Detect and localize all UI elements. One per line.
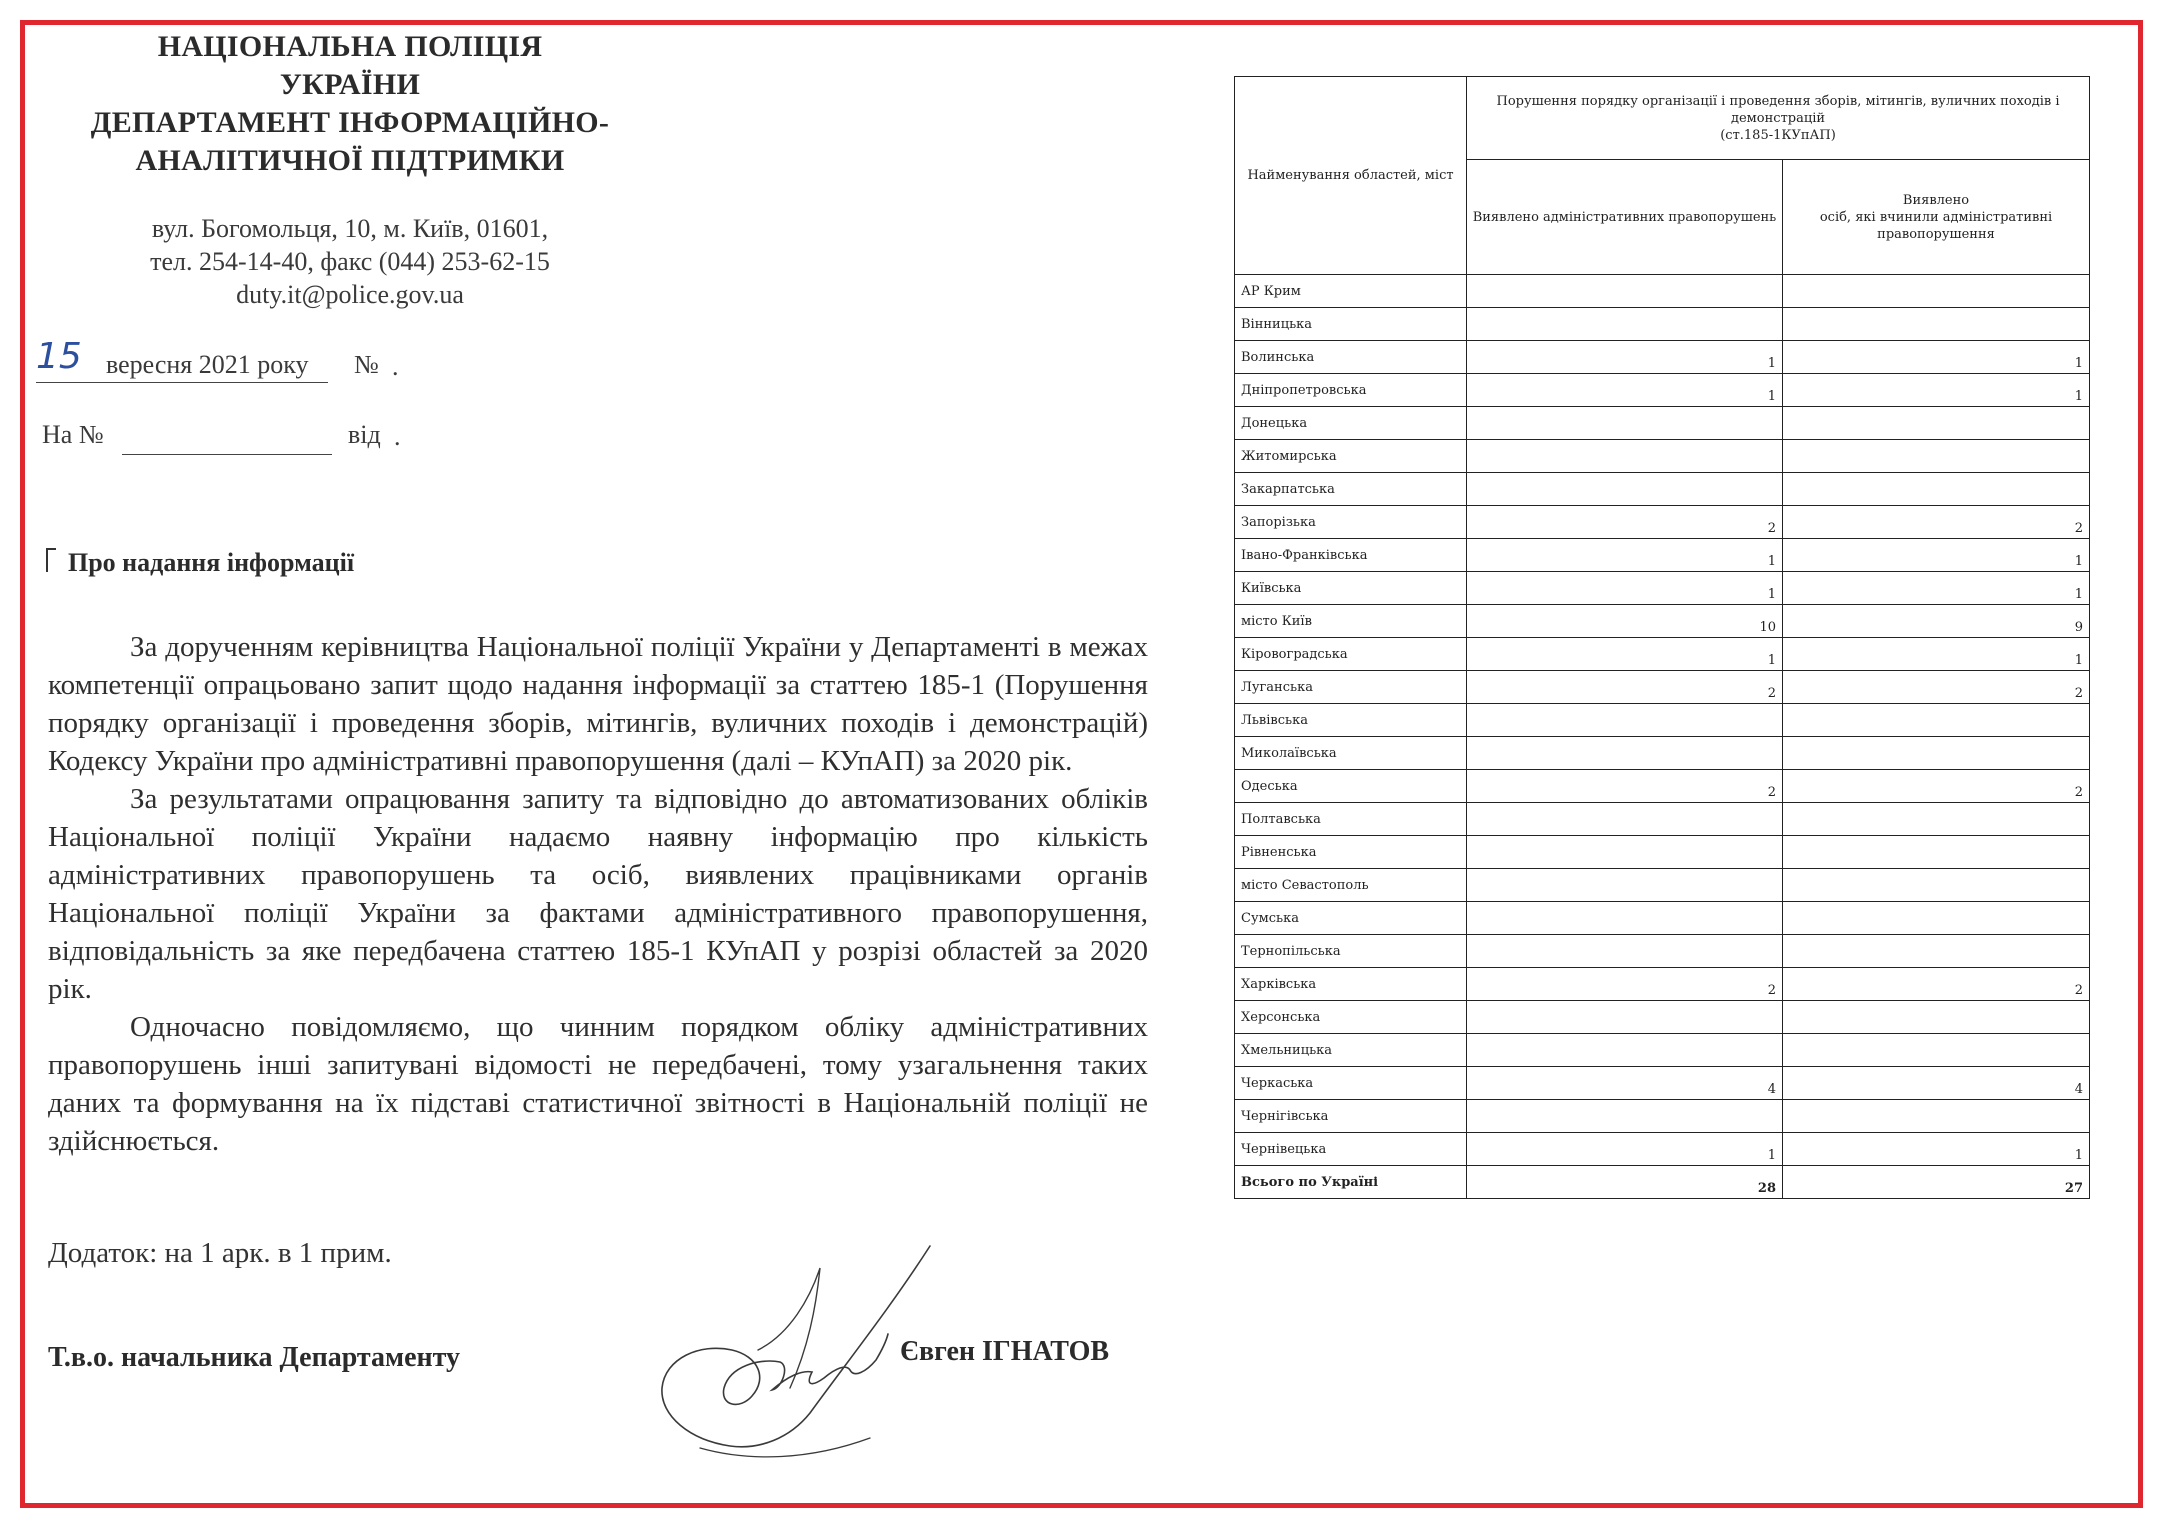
table-row	[1235, 1034, 2090, 1067]
offenses-cell: 1	[1467, 539, 1783, 572]
letterhead-line: АНАЛІТИЧНОЇ ПІДТРИМКИ	[135, 144, 565, 177]
offenses-cell: 1	[1467, 341, 1783, 374]
table-row	[1235, 1001, 2090, 1034]
sender-address	[120, 212, 580, 311]
table-row	[1235, 737, 2090, 770]
offenses-cell	[1467, 836, 1783, 869]
persons-cell: 1	[1783, 539, 2090, 572]
handwritten-signature	[640, 1238, 940, 1468]
offenses-cell	[1467, 1001, 1783, 1034]
date-underline	[36, 382, 328, 383]
persons-header-line: Виявлено	[1902, 192, 1970, 208]
table-row	[1235, 275, 2090, 308]
persons-column-header	[1783, 160, 2090, 275]
table-row	[1235, 704, 2090, 737]
region-cell: Тернопільська	[1235, 935, 1467, 968]
total-offenses-cell: 28	[1467, 1166, 1783, 1199]
region-cell: Кіровоградська	[1235, 638, 1467, 671]
subject-text: Про надання інформації	[68, 548, 355, 577]
letterhead-line: УКРАЇНИ	[279, 68, 421, 101]
persons-cell: 2	[1783, 506, 2090, 539]
table-row	[1235, 968, 2090, 1001]
persons-header-line: осіб, які вчинили адміністративні правопорушення	[1819, 209, 2053, 242]
region-cell: місто Севастополь	[1235, 869, 1467, 902]
statistics-table	[1234, 76, 2090, 1199]
reference-line	[42, 420, 442, 460]
date-text: вересня 2021 року	[106, 350, 309, 379]
region-cell: місто Київ	[1235, 605, 1467, 638]
persons-cell	[1783, 836, 2090, 869]
outgoing-number-dot: .	[392, 352, 399, 381]
persons-cell	[1783, 737, 2090, 770]
region-cell: Запорізька	[1235, 506, 1467, 539]
offenses-cell	[1467, 440, 1783, 473]
region-cell: Житомирська	[1235, 440, 1467, 473]
region-cell: Харківська	[1235, 968, 1467, 1001]
region-cell: Київська	[1235, 572, 1467, 605]
persons-cell: 2	[1783, 968, 2090, 1001]
table-row	[1235, 1100, 2090, 1133]
letterhead-line: ДЕПАРТАМЕНТ ІНФОРМАЦІЙНО-	[90, 106, 610, 139]
total-persons-cell: 27	[1783, 1166, 2090, 1199]
persons-cell: 1	[1783, 638, 2090, 671]
table-row	[1235, 572, 2090, 605]
reference-dot: .	[394, 422, 401, 451]
table-row	[1235, 1133, 2090, 1166]
persons-cell	[1783, 440, 2090, 473]
persons-cell: 2	[1783, 671, 2090, 704]
persons-cell	[1783, 935, 2090, 968]
persons-cell	[1783, 275, 2090, 308]
offenses-cell: 1	[1467, 374, 1783, 407]
offenses-cell	[1467, 704, 1783, 737]
table-row	[1235, 506, 2090, 539]
region-cell: Хмельницька	[1235, 1034, 1467, 1067]
table-row	[1235, 935, 2090, 968]
table-row	[1235, 605, 2090, 638]
subject-corner-mark	[46, 548, 56, 572]
article-group-code: (ст.185-1КУпАП)	[1720, 127, 1836, 143]
table-row	[1235, 803, 2090, 836]
persons-cell: 2	[1783, 770, 2090, 803]
offenses-cell	[1467, 902, 1783, 935]
article-group-title: Порушення порядку організації і проведення зборів, мітингів, вуличних походів і демонстрацій	[1496, 93, 2060, 126]
table-row	[1235, 869, 2090, 902]
region-cell: Івано-Франківська	[1235, 539, 1467, 572]
handwritten-date-day: 15	[36, 336, 82, 377]
offenses-cell: 2	[1467, 770, 1783, 803]
offenses-cell	[1467, 803, 1783, 836]
offenses-cell: 1	[1467, 638, 1783, 671]
offenses-cell	[1467, 1100, 1783, 1133]
letter-subject	[48, 548, 354, 578]
outgoing-number-label: №	[354, 350, 379, 379]
letter-body	[48, 628, 1148, 1160]
table-row	[1235, 407, 2090, 440]
persons-cell	[1783, 407, 2090, 440]
region-column-header: Найменування областей, міст	[1235, 77, 1467, 275]
attachment-note: Додаток: на 1 арк. в 1 прим.	[48, 1237, 392, 1269]
offenses-cell	[1467, 1034, 1783, 1067]
offenses-cell	[1467, 869, 1783, 902]
table-row	[1235, 539, 2090, 572]
persons-cell	[1783, 1001, 2090, 1034]
table-row	[1235, 638, 2090, 671]
statistics-table-container	[1234, 76, 2089, 1199]
body-paragraph: Одночасно повідомляємо, що чинним порядком обліку адміністративних правопорушень інші запитувані відомості не передбачені, тому узагальнення таких даних та формування на їх підставі статистичної звітності в Національній поліції не здійснюється.	[48, 1011, 1148, 1157]
region-cell: Одеська	[1235, 770, 1467, 803]
offenses-cell: 2	[1467, 506, 1783, 539]
address-email: duty.it@police.gov.ua	[236, 280, 464, 309]
persons-cell	[1783, 308, 2090, 341]
letterhead	[60, 28, 640, 180]
region-cell: Чернігівська	[1235, 1100, 1467, 1133]
article-group-header	[1467, 77, 2090, 160]
offenses-cell	[1467, 308, 1783, 341]
date-line	[36, 336, 456, 386]
table-row	[1235, 836, 2090, 869]
region-cell: Черкаська	[1235, 1067, 1467, 1100]
address-street: вул. Богомольця, 10, м. Київ, 01601,	[151, 214, 549, 243]
offenses-cell: 1	[1467, 1133, 1783, 1166]
offenses-cell: 2	[1467, 671, 1783, 704]
offenses-cell: 2	[1467, 968, 1783, 1001]
table-row	[1235, 374, 2090, 407]
persons-cell: 1	[1783, 572, 2090, 605]
reference-blank-line	[122, 454, 332, 455]
region-cell: Дніпропетровська	[1235, 374, 1467, 407]
table-row	[1235, 671, 2090, 704]
region-cell: Львівська	[1235, 704, 1467, 737]
offenses-cell: 4	[1467, 1067, 1783, 1100]
table-row	[1235, 770, 2090, 803]
region-cell: Луганська	[1235, 671, 1467, 704]
table-row	[1235, 902, 2090, 935]
region-cell: Вінницька	[1235, 308, 1467, 341]
persons-cell	[1783, 473, 2090, 506]
persons-cell	[1783, 704, 2090, 737]
region-cell: Миколаївська	[1235, 737, 1467, 770]
persons-cell: 1	[1783, 1133, 2090, 1166]
body-paragraph: За результатами опрацювання запиту та відповідно до автоматизованих обліків Національної поліції України надаємо наявну інформацію про кількість адміністративних правопорушень та осіб, виявлених працівниками органів Національної поліції України за фактами адміністративного правопорушення, відповідальність за яке передбачена статтею 185-1 КУпАП у розрізі областей за 2020 рік.	[48, 783, 1148, 1005]
table-row	[1235, 440, 2090, 473]
table-total-row	[1235, 1166, 2090, 1199]
region-cell: Полтавська	[1235, 803, 1467, 836]
body-paragraph: За дорученням керівництва Національної поліції України у Департаменті в межах компетенції опрацьовано запит щодо надання інформації за статтею 185-1 (Порушення порядку організації і проведення зборів, мітингів, вуличних походів і демонстрацій) Кодексу України про адміністративні правопорушення (далі – КУпАП) за 2020 рік.	[48, 631, 1148, 777]
region-cell: Донецька	[1235, 407, 1467, 440]
region-cell: Сумська	[1235, 902, 1467, 935]
offenses-cell	[1467, 407, 1783, 440]
region-cell: Волинська	[1235, 341, 1467, 374]
signatory-title: Т.в.о. начальника Департаменту	[48, 1342, 461, 1373]
signatory-name: Євген ІГНАТОВ	[900, 1336, 1110, 1367]
region-cell: Херсонська	[1235, 1001, 1467, 1034]
persons-cell	[1783, 1034, 2090, 1067]
letterhead-line: НАЦІОНАЛЬНА ПОЛІЦІЯ	[157, 30, 543, 63]
offenses-cell: 1	[1467, 572, 1783, 605]
persons-cell: 9	[1783, 605, 2090, 638]
table-row	[1235, 1067, 2090, 1100]
persons-cell: 4	[1783, 1067, 2090, 1100]
offenses-column-header: Виявлено адміністративних правопорушень	[1467, 160, 1783, 275]
region-cell: Чернівецька	[1235, 1133, 1467, 1166]
offenses-cell	[1467, 275, 1783, 308]
table-row	[1235, 308, 2090, 341]
reference-number-label: На №	[42, 420, 104, 449]
persons-cell: 1	[1783, 374, 2090, 407]
offenses-cell	[1467, 473, 1783, 506]
persons-cell: 1	[1783, 341, 2090, 374]
offenses-cell	[1467, 737, 1783, 770]
offenses-cell	[1467, 935, 1783, 968]
table-row	[1235, 473, 2090, 506]
total-label-cell: Всього по Україні	[1235, 1166, 1467, 1199]
address-phone: тел. 254-14-40, факс (044) 253-62-15	[150, 247, 550, 276]
persons-cell	[1783, 803, 2090, 836]
region-cell: Закарпатська	[1235, 473, 1467, 506]
table-body	[1235, 275, 2090, 1199]
persons-cell	[1783, 869, 2090, 902]
persons-cell	[1783, 902, 2090, 935]
table-row	[1235, 341, 2090, 374]
region-cell: АР Крим	[1235, 275, 1467, 308]
region-cell: Рівненська	[1235, 836, 1467, 869]
offenses-cell: 10	[1467, 605, 1783, 638]
persons-cell	[1783, 1100, 2090, 1133]
reference-date-label: від	[348, 420, 381, 449]
